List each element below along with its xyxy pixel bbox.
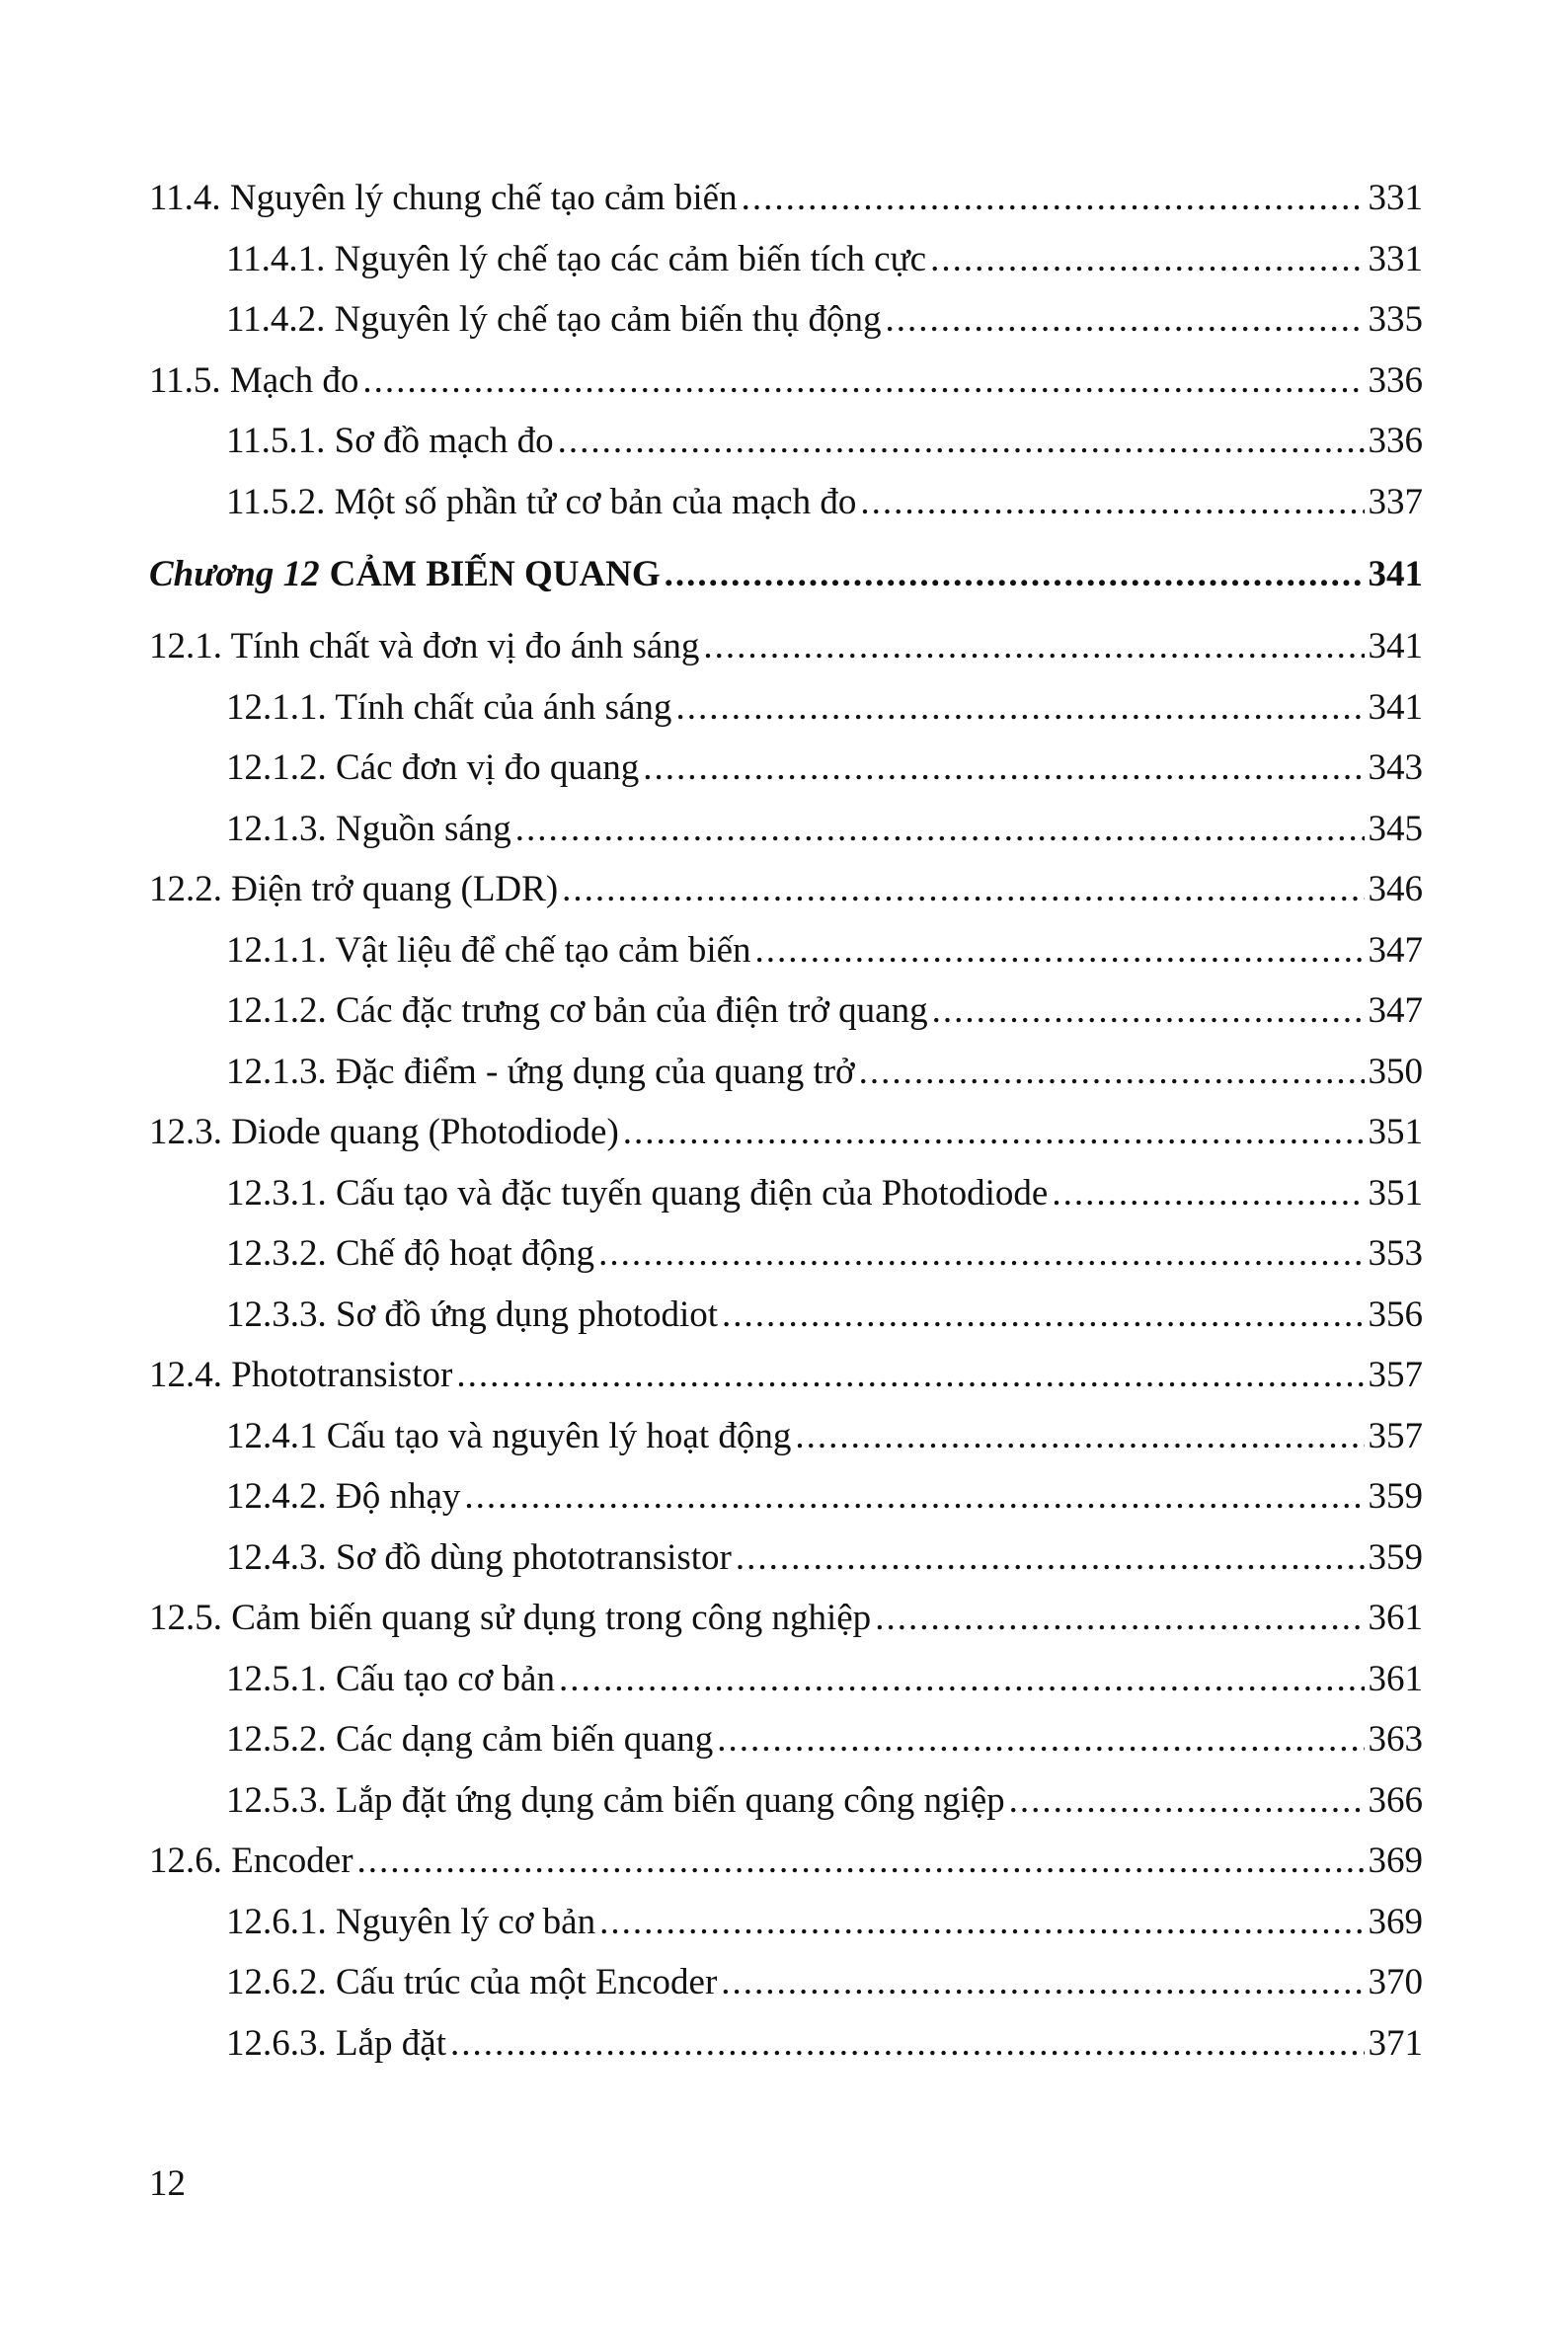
dot-leader (362, 351, 1364, 412)
dot-leader (721, 1952, 1364, 2013)
toc-entry-title: 12.4.3. Sơ đồ dùng phototransistor (226, 1536, 732, 1578)
toc-page-number: 351 (1368, 1112, 1423, 1152)
toc-entry-title: 12.3.1. Cấu tạo và đặc tuyến quang điện của Photodiode (226, 1172, 1049, 1214)
toc-page-number: 341 (1368, 686, 1423, 728)
toc-page-number: 351 (1368, 1172, 1423, 1214)
toc-page-number: 370 (1368, 1962, 1423, 2002)
toc-page-number: 359 (1368, 1536, 1423, 1578)
dot-leader (703, 616, 1364, 677)
toc-page-number: 347 (1368, 929, 1423, 971)
toc-page-number: 369 (1368, 1841, 1423, 1881)
toc-entry (149, 1163, 1423, 1224)
toc-entry-title: 12.4.1 Cấu tạo và nguyên lý hoạt động (226, 1415, 792, 1456)
toc-entry (149, 472, 1423, 533)
toc-page-number: 331 (1368, 238, 1423, 279)
toc-entry (149, 1223, 1423, 1285)
dot-leader (559, 1649, 1365, 1710)
toc-page-number: 337 (1368, 481, 1423, 522)
toc-entry-title: 12.6.3. Lắp đặt (226, 2022, 446, 2064)
toc-entry (149, 1588, 1423, 1649)
toc-page-number: 346 (1368, 869, 1423, 909)
toc-entry-title: 12.3. Diode quang (Photodiode) (149, 1112, 619, 1152)
toc-entry-title: 11.4. Nguyên lý chung chế tạo cảm biến (149, 178, 738, 218)
toc-entry-title: 12.5. Cảm biến quang sử dụng trong công nghiệp (149, 1598, 872, 1638)
toc-entry-title: 12.1.3. Đặc điểm - ứng dụng của quang trở (226, 1051, 855, 1092)
dot-leader (736, 1528, 1365, 1589)
toc-page-number: 331 (1368, 178, 1423, 218)
toc-page-number: 361 (1368, 1598, 1423, 1638)
toc-entry (149, 1042, 1423, 1103)
toc-page-number: 336 (1368, 359, 1423, 401)
toc-entry (149, 799, 1423, 860)
toc-entry (149, 229, 1423, 290)
toc-entry (149, 920, 1423, 981)
toc-entry-title: 12.6.1. Nguyên lý cơ bản (226, 1901, 596, 1942)
toc-page-number: 359 (1368, 1476, 1423, 1517)
dot-leader (456, 1345, 1364, 1406)
toc-entry (149, 1528, 1423, 1589)
toc-entry (149, 1466, 1423, 1528)
dot-leader (643, 738, 1364, 799)
dot-leader (464, 1466, 1364, 1528)
dot-leader (562, 859, 1364, 920)
toc-page-number: 356 (1368, 1294, 1423, 1335)
toc-entry-title: 12.3.3. Sơ đồ ứng dụng photodiot (226, 1294, 719, 1335)
toc-entry (149, 2013, 1423, 2075)
toc-entry-title: 12.5.1. Cấu tạo cơ bản (226, 1658, 555, 1699)
table-of-contents (149, 168, 1423, 2074)
toc-entry (149, 1952, 1423, 2013)
toc-entry-title: 12.5.2. Các dạng cảm biến quang (226, 1719, 714, 1760)
toc-page-number: 341 (1368, 554, 1423, 594)
toc-page-number: 345 (1368, 808, 1423, 849)
toc-entry (149, 1406, 1423, 1467)
dot-leader (875, 1588, 1364, 1649)
toc-entry-title: 12.1.3. Nguồn sáng (226, 808, 511, 849)
toc-entry (149, 1892, 1423, 1953)
toc-entry (149, 168, 1423, 229)
toc-entry-title: 12.1.1. Vật liệu để chế tạo cảm biến (226, 929, 751, 971)
toc-entry-title: 12.4. Phototransistor (149, 1355, 453, 1395)
toc-entry-title: 12.6.2. Cấu trúc của một Encoder (226, 1962, 718, 2002)
dot-leader (1009, 1770, 1365, 1832)
toc-entry-title: 12.2. Điện trở quang (LDR) (149, 869, 559, 909)
toc-entry-title: 12.1.1. Tính chất của ánh sáng (226, 686, 672, 728)
toc-entry-title (149, 532, 661, 616)
dot-leader (859, 1042, 1365, 1103)
page-number: 12 (149, 2163, 186, 2204)
dot-leader (665, 532, 1365, 616)
toc-entry (149, 1649, 1423, 1710)
toc-entry-title: 12.1. Tính chất và đơn vị đo ánh sáng (149, 626, 700, 666)
toc-page-number: 363 (1368, 1719, 1423, 1760)
toc-entry-title: 12.4.2. Độ nhạy (226, 1476, 461, 1517)
dot-leader (623, 1102, 1365, 1163)
toc-entry (149, 738, 1423, 799)
dot-leader (1052, 1163, 1364, 1224)
dot-leader (932, 980, 1365, 1042)
toc-entry-title: 11.5.1. Sơ đồ mạch đo (226, 421, 554, 461)
toc-entry-title: 12.6. Encoder (149, 1841, 353, 1881)
dot-leader (717, 1709, 1364, 1770)
toc-entry (149, 351, 1423, 412)
toc-page-number: 341 (1368, 626, 1423, 666)
chapter-label: Chương 12 (149, 554, 320, 594)
dot-leader (450, 2013, 1365, 2075)
toc-entry-title: 11.5.2. Một số phần tử cơ bản của mạch đo (226, 481, 857, 522)
toc-entry (149, 859, 1423, 920)
dot-leader (558, 411, 1365, 472)
dot-leader (675, 677, 1364, 739)
dot-leader (860, 472, 1364, 533)
dot-leader (599, 1892, 1364, 1953)
dot-leader (515, 799, 1365, 860)
toc-page-number: 361 (1368, 1658, 1423, 1699)
toc-chapter-heading (149, 532, 1423, 616)
toc-entry-title: 12.5.3. Lắp đặt ứng dụng cảm biến quang công ngiệp (226, 1779, 1005, 1821)
toc-page-number: 347 (1368, 990, 1423, 1031)
toc-entry-title: 12.3.2. Chế độ hoạt động (226, 1233, 595, 1274)
toc-entry-title: 11.4.2. Nguyên lý chế tạo cảm biến thụ động (226, 299, 882, 340)
toc-page-number: 353 (1368, 1233, 1423, 1274)
toc-entry-title: 11.5. Mạch đo (149, 359, 359, 401)
dot-leader (930, 229, 1364, 290)
toc-entry (149, 1770, 1423, 1832)
toc-entry-title: 12.1.2. Các đặc trưng cơ bản của điện trở quang (226, 990, 928, 1031)
toc-entry (149, 411, 1423, 472)
toc-page-number: 357 (1368, 1355, 1423, 1395)
dot-leader (357, 1831, 1365, 1892)
toc-page-number: 336 (1368, 421, 1423, 461)
toc-entry (149, 616, 1423, 677)
dot-leader (722, 1285, 1364, 1346)
toc-entry (149, 1102, 1423, 1163)
toc-entry (149, 677, 1423, 739)
toc-entry (149, 980, 1423, 1042)
dot-leader (598, 1223, 1364, 1285)
toc-entry-title: 12.1.2. Các đơn vị đo quang (226, 747, 640, 788)
toc-page-number: 371 (1368, 2022, 1423, 2064)
toc-entry (149, 1285, 1423, 1346)
toc-entry-title: 11.4.1. Nguyên lý chế tạo các cảm biến tích cực (226, 238, 927, 279)
toc-page-number: 366 (1368, 1779, 1423, 1821)
toc-page-number: 350 (1368, 1051, 1423, 1092)
dot-leader (885, 289, 1364, 351)
dot-leader (755, 920, 1365, 981)
toc-entry (149, 1345, 1423, 1406)
toc-page-number: 335 (1368, 299, 1423, 340)
toc-entry (149, 1709, 1423, 1770)
toc-entry (149, 1831, 1423, 1892)
chapter-title: CẢM BIẾN QUANG (329, 554, 661, 594)
toc-page-number: 369 (1368, 1901, 1423, 1942)
toc-page-number: 357 (1368, 1415, 1423, 1456)
dot-leader (742, 168, 1365, 229)
toc-entry (149, 289, 1423, 351)
dot-leader (795, 1406, 1364, 1467)
toc-page-number: 343 (1368, 747, 1423, 788)
